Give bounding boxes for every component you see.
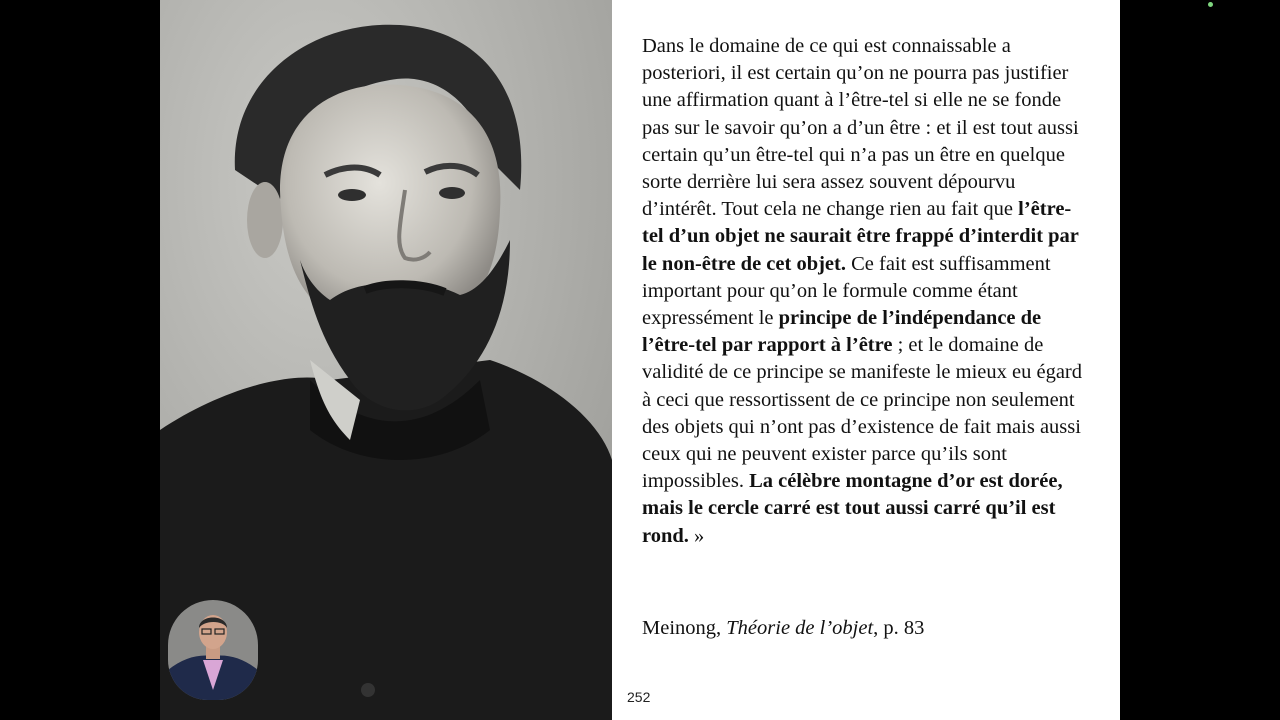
presentation-slide [160,0,1120,720]
quote-emphasis: l’être-tel d’un objet ne saurait être frappé d’interdit par le non-être de cet objet. [642,198,1079,275]
quote-text: » [688,524,705,547]
citation [642,614,1088,642]
citation-author: Meinong, [642,617,727,639]
slide-page-number: 252 [627,689,651,705]
quote-text: Ce fait est suffisamment important pour qu’on le formule comme étant expressément le [642,252,1051,330]
webcam-overlay [168,600,258,700]
quote-text: ; et le domaine de validité de ce principe se manifeste le mieux eu égard à ceci que ressortissent de ce principe non seulement des objets qui n’ont pas d’existence de fait mais aussi ceux qui ne peuvent exister parce qu’ils sont impossibles. [642,334,1082,493]
quote-emphasis: La célèbre montagne d’or est dorée, mais le cercle carré est tout aussi carré qu’il est rond. [642,470,1063,547]
quote-emphasis: principe de l’indépendance de l’être-tel par rapport à l’être [642,307,1042,357]
citation-page: , p. 83 [873,617,925,639]
meinong-quote [642,33,1088,550]
presenter-avatar [168,600,258,700]
status-indicator [1208,2,1213,7]
portrait-photo [160,0,612,720]
quote-text: Dans le domaine de ce qui est connaissable a posteriori, il est certain qu’on ne pourra pas justifier une affirmation quant à l’être-tel si elle ne se fonde pas sur le savoir qu’on a d’un être : et il est tout aussi certain qu’un être-tel qui n’a pas un être en quelque sorte derrière lui sera assez souvent dépourvu d’intérêt. Tout cela ne change rien au fait que [642,35,1079,221]
citation-title: Théorie de l’objet [726,617,874,639]
